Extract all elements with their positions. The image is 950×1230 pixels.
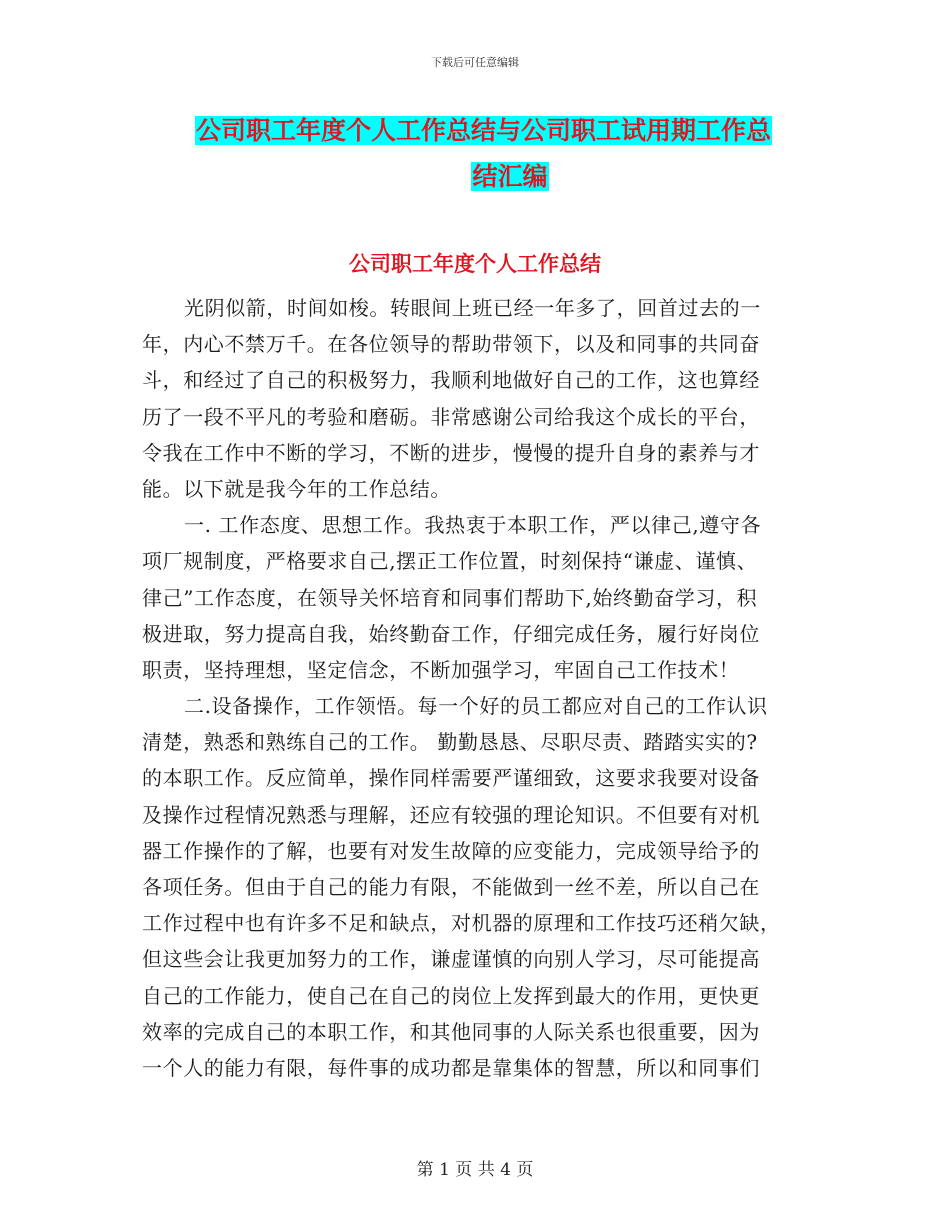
body-line: 极进取，努力提高自我，始终勤奋工作，仔细完成任务，履行好岗位 — [142, 621, 760, 646]
document-title-line-2 — [195, 154, 815, 200]
body-line: 清楚，熟悉和熟练自己的工作。 勤勤恳恳、尽职尽责、踏踏实实的? — [142, 730, 758, 755]
body-line: 项厂规制度，严格要求自己,摆正工作位置，时刻保持“谦虚、谨慎、 — [142, 549, 758, 574]
header-note: 下载后可任意编辑 — [431, 56, 519, 69]
body-line: 及操作过程情况熟悉与理解，还应有较强的理论知识。不但要有对机 — [142, 802, 760, 827]
body-line: 一个人的能力有限，每件事的成功都是靠集体的智慧，所以和同事们 — [142, 1055, 760, 1080]
title-highlight-2: 结汇编 — [472, 162, 548, 191]
body-line: 律己”工作态度，在领导关怀培育和同事们帮助下,始终勤奋学习，积 — [142, 585, 758, 610]
body-line: 器工作操作的了解，也要有对发生故障的应变能力，完成领导给予的 — [142, 838, 760, 863]
body-line: 斗，和经过了自己的积极努力，我顺利地做好自己的工作，这也算经 — [142, 368, 760, 393]
body-line: 能。以下就是我今年的工作总结。 — [142, 476, 451, 501]
body-line: 历了一段不平凡的考验和磨砺。非常感谢公司给我这个成长的平台， — [142, 404, 760, 429]
body-line: 一. 工作态度、思想工作。我热衷于本职工作，严以律己,遵守各 — [184, 513, 762, 538]
body-line: 令我在工作中不断的学习，不断的进步，慢慢的提升自身的素养与才 — [142, 440, 760, 465]
body-line: 的本职工作。反应简单，操作同样需要严谨细致，这要求我要对设备 — [142, 766, 760, 791]
page-number-footer: 第 1 页 共 4 页 — [416, 1160, 534, 1180]
body-text — [142, 290, 808, 1086]
body-line: 但这些会让我更加努力的工作，谦虚谨慎的向别人学习，尽可能提高 — [142, 947, 760, 972]
title-highlight-1: 公司职工年度个人工作总结与公司职工试用期工作总 — [196, 116, 772, 145]
body-line: 工作过程中也有许多不足和缺点，对机器的原理和工作技巧还稍欠缺， — [142, 911, 781, 936]
body-line: 效率的完成自己的本职工作，和其他同事的人际关系也很重要，因为 — [142, 1019, 760, 1044]
document-title-line-1 — [195, 108, 815, 154]
section-title: 公司职工年度个人工作总结 — [349, 252, 601, 276]
body-line: 年，内心不禁万千。在各位领导的帮助带领下，以及和同事的共同奋 — [142, 332, 760, 357]
body-line: 各项任务。但由于自己的能力有限，不能做到一丝不差，所以自己在 — [142, 875, 760, 899]
body-line: 职责，坚持理想，坚定信念，不断加强学习，牢固自己工作技术！ — [142, 657, 740, 682]
body-line: 二.设备操作，工作领悟。每一个好的员工都应对自己的工作认识 — [184, 694, 768, 719]
body-line: 光阴似箭，时间如梭。转眼间上班已经一年多了，回首过去的一 — [184, 296, 761, 320]
body-line: 自己的工作能力，使自己在自己的岗位上发挥到最大的作用，更快更 — [142, 983, 760, 1008]
document-title — [195, 108, 815, 200]
